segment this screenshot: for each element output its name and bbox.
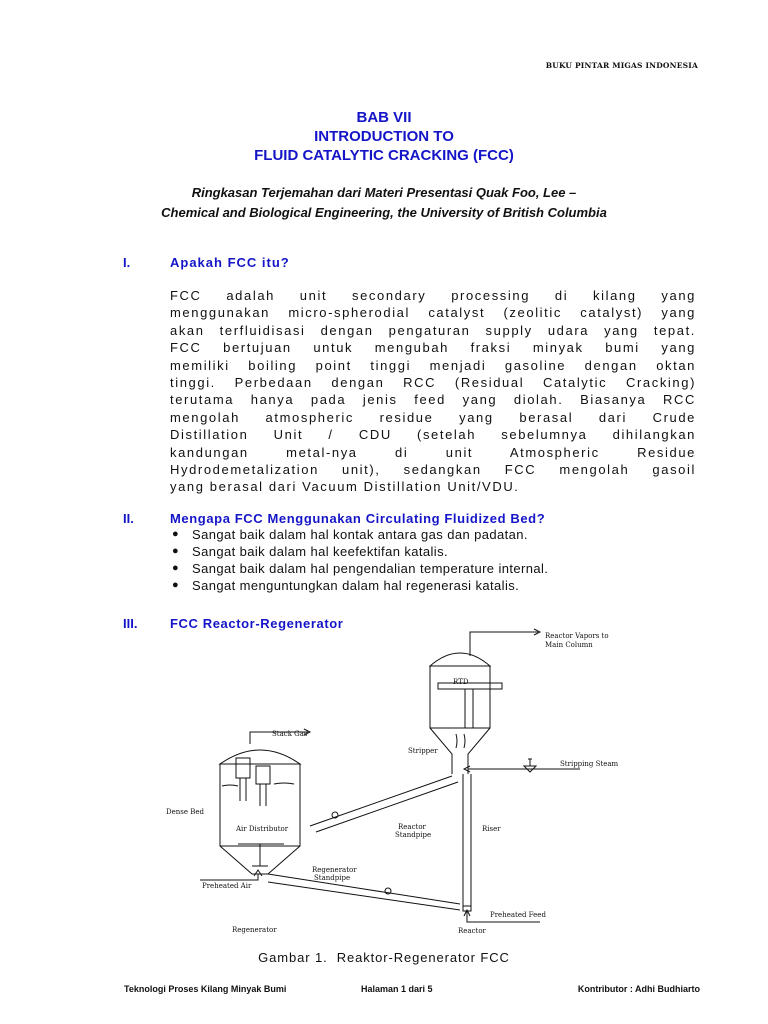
label-reactor: Reactor — [458, 927, 486, 935]
label-stripper: Stripper — [408, 747, 438, 755]
list-item — [170, 543, 710, 560]
paragraph-line: memiliki boiling point tinggi menjadi gasoline dengan oktan — [170, 357, 696, 373]
paragraph-line: yang berasal dari Vacuum Distillation Unit/VDU. — [170, 479, 520, 495]
section-1-paragraph — [170, 287, 696, 496]
figure-caption: Gambar 1. Reaktor-Regenerator FCC — [258, 950, 510, 965]
section-3-title: FCC Reactor-Regenerator — [170, 616, 344, 631]
list-item-text: Sangat baik dalam hal kontak antara gas dan padatan. — [192, 527, 528, 542]
list-item-text: Sangat baik dalam hal pengendalian temperature internal. — [192, 561, 549, 576]
reactor-regenerator-diagram — [160, 626, 630, 938]
section-1-number: I. — [123, 255, 131, 270]
paragraph-line: terutama hanya pada jenis feed yang diolah. Biasanya RCC — [170, 392, 696, 408]
label-dense-bed: Dense Bed — [166, 808, 204, 816]
footer-book-title: Teknologi Proses Kilang Minyak Bumi — [124, 984, 287, 994]
section-1-title: Apakah FCC itu? — [170, 255, 290, 270]
bullet-icon: ● — [172, 579, 180, 591]
bullet-icon: ● — [172, 562, 180, 574]
section-3-number: III. — [123, 616, 138, 631]
paragraph-line: akan terfluidisasi dengan pengaturan supply udara yang tepat. — [170, 322, 696, 338]
list-item — [170, 526, 710, 543]
label-reactor-vapors: Reactor Vapors to — [545, 632, 609, 640]
label-regenerator-standpipe: Regenerator — [312, 866, 357, 874]
section-2-number: II. — [123, 511, 134, 526]
chapter-subtitle — [0, 183, 768, 223]
paragraph-line: Hydrodemetalization unit), sedangkan FCC mengolah gasoil — [170, 462, 696, 478]
label-preheated-air: Preheated Air — [202, 882, 252, 890]
paragraph-line: Distillation Unit / CDU (setelah sebelumnya dihilangkan — [170, 427, 696, 443]
paragraph-line: FCC adalah unit secondary processing di kilang yang — [170, 288, 696, 303]
bullet-icon: ● — [172, 545, 180, 557]
paragraph-line: FCC bertujuan untuk mengubah fraksi minyak bumi yang — [170, 340, 696, 356]
label-reactor-standpipe-2: Standpipe — [395, 831, 432, 839]
label-regenerator: Regenerator — [232, 926, 277, 934]
label-reactor-standpipe: Reactor — [398, 823, 426, 831]
label-air-distributor: Air Distributor — [236, 825, 289, 833]
label-riser: Riser — [482, 825, 501, 833]
label-main-column: Main Column — [545, 641, 593, 649]
list-item — [170, 577, 710, 594]
label-rtd: RTD — [453, 678, 469, 686]
label-regenerator-standpipe-2: Standpipe — [314, 874, 351, 882]
chapter-title — [0, 108, 768, 165]
label-stack-gas: Stack Gas — [272, 730, 308, 738]
subtitle-line-1: Ringkasan Terjemahan dari Materi Presentasi Quak Foo, Lee – — [191, 185, 577, 200]
list-item-text: Sangat menguntungkan dalam hal regenerasi katalis. — [192, 578, 520, 593]
bullet-icon: ● — [172, 528, 180, 540]
paragraph-line: tinggi. Perbedaan dengan RCC (Residual Catalytic Cracking) — [170, 375, 696, 391]
advantages-list — [170, 526, 710, 594]
section-2-title: Mengapa FCC Menggunakan Circulating Fluidized Bed? — [170, 511, 546, 526]
subtitle-line-2: Chemical and Biological Engineering, the University of British Columbia — [161, 205, 607, 220]
label-preheated-feed: Preheated Feed — [490, 911, 546, 919]
chapter-title-line-3: FLUID CATALYTIC CRACKING (FCC) — [254, 147, 514, 164]
paragraph-line: mengolah atmospheric residue yang berasal dari Crude — [170, 409, 696, 425]
footer-page-number: Halaman 1 dari 5 — [361, 984, 433, 994]
running-header: BUKU PINTAR MIGAS INDONESIA — [545, 61, 698, 70]
label-stripping-steam: Stripping Steam — [560, 760, 619, 768]
list-item-text: Sangat baik dalam hal keefektifan katalis. — [192, 544, 448, 559]
chapter-title-line-2: INTRODUCTION TO — [314, 128, 454, 145]
list-item — [170, 560, 710, 577]
chapter-number: BAB VII — [356, 109, 412, 126]
footer-contributor: Kontributor : Adhi Budhiarto — [577, 984, 700, 994]
paragraph-line: menggunakan micro-spherodial catalyst (zeolitic catalyst) yang — [170, 305, 696, 321]
paragraph-line: kandungan metal-nya di unit Atmospheric Residue — [170, 444, 696, 460]
